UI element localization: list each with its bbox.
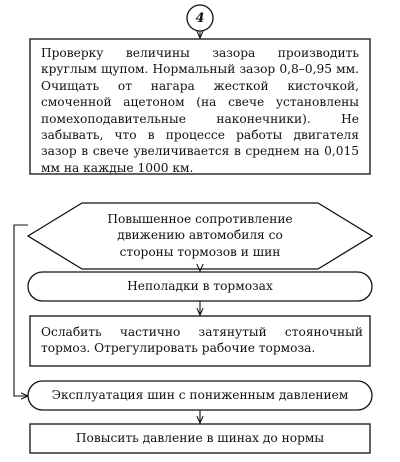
brake-action-text: Ослабить частично затянутый стояночный тормоз. Отрегулировать рабочие тормоза. (41, 325, 363, 356)
tire-action-text: Повысить давление в шинах до нормы (75, 431, 325, 445)
connector-label: 4 (195, 10, 205, 26)
resistance-text: Повышенное сопротивление движению автомобиля со стороны тормозов и шин (107, 212, 293, 259)
branch-line-hex-to-tire (14, 225, 28, 396)
spark-gap-text: Проверку величины зазора производить круглым щупом. Нормальный зазор 0,8–0,95 мм. Очищать от нагара жесткой кисточкой, смоченной ацетоном (на свече установлены помехоподавительные наконечники). Не забывать, что в процессе работы двигателя зазор в свече увеличивается в среднем на 0,015 мм на каждые 1000 км. (41, 46, 359, 175)
tire-fault-text: Эксплуатация шин с пониженным давлением (51, 388, 349, 402)
brake-fault-text: Неполадки в тормозах (127, 279, 273, 293)
